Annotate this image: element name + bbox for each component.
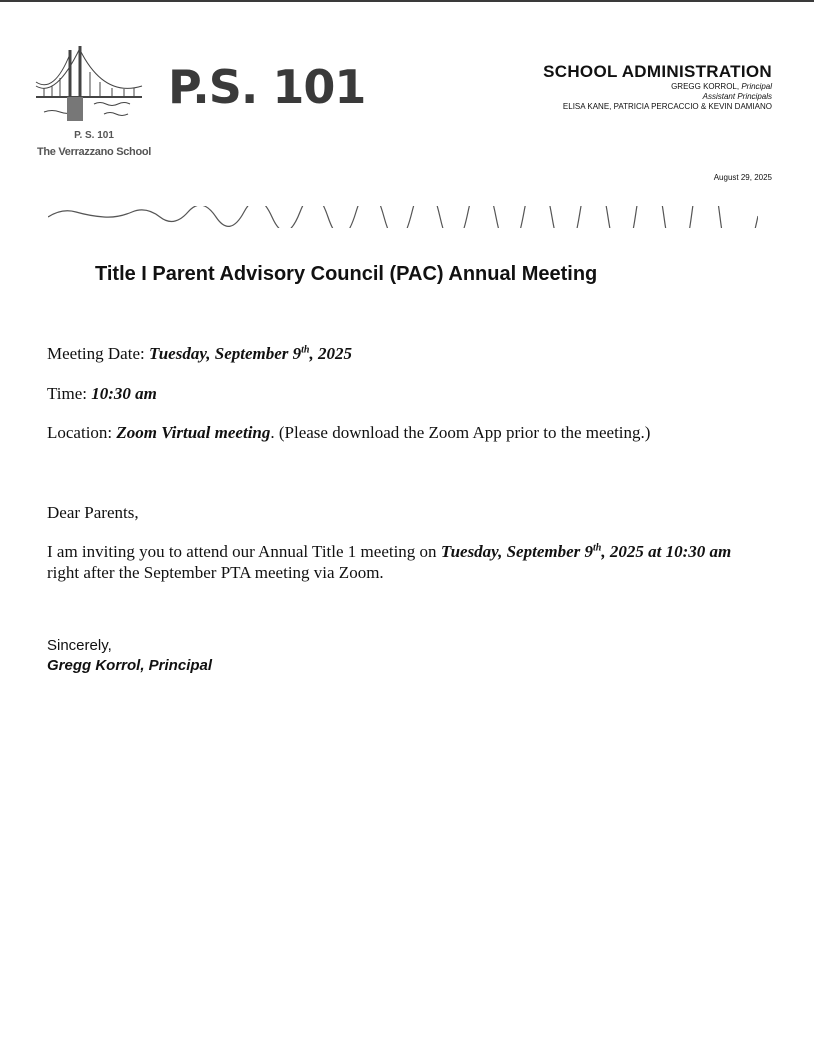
principal-line — [543, 82, 772, 92]
assistant-role: Assistant Principals — [702, 92, 772, 101]
meeting-date-line — [47, 344, 352, 364]
meeting-date-year: , 2025 — [309, 344, 352, 363]
location-value: Zoom Virtual meeting — [116, 423, 271, 442]
location-label: Location: — [47, 423, 117, 442]
time-label: Time: — [47, 384, 92, 403]
meeting-date-value: Tuesday, September 9 — [148, 344, 302, 363]
wave-divider — [48, 206, 758, 228]
logo-school-nickname: The Verrazzano School — [36, 146, 152, 158]
meeting-date-suffix: th — [301, 344, 310, 356]
bridge-logo-icon — [34, 42, 144, 128]
meeting-date-label: Meeting Date: — [47, 344, 149, 363]
school-name: P.S. 101 — [168, 60, 366, 114]
principal-name: GREGG KORROL, — [671, 82, 742, 91]
body-start: I am inviting you to attend our Annual Title 1 meeting on — [47, 542, 441, 561]
logo-caption: P. S. 101 — [74, 130, 114, 141]
closing: Sincerely, — [47, 637, 112, 654]
time-line — [47, 384, 157, 404]
assistant-role-line — [543, 92, 772, 102]
body-time: , 2025 at 10:30 am — [601, 542, 732, 561]
page-title: Title I Parent Advisory Council (PAC) Annual Meeting — [95, 263, 598, 285]
body-paragraph — [47, 541, 759, 583]
location-line — [47, 423, 650, 443]
time-value: 10:30 am — [91, 384, 157, 403]
principal-role: Principal — [741, 82, 772, 91]
admin-title: SCHOOL ADMINISTRATION — [543, 62, 772, 81]
signature: Gregg Korrol, Principal — [47, 657, 213, 674]
assistant-names: ELISA KANE, PATRICIA PERCACCIO & KEVIN DAMIANO — [562, 102, 772, 111]
location-note: . (Please download the Zoom App prior to the meeting.) — [270, 423, 651, 442]
top-border — [0, 0, 814, 2]
body-end: right after the September PTA meeting via Zoom. — [47, 563, 384, 582]
salutation: Dear Parents, — [47, 503, 139, 522]
body-date-suffix: th — [593, 542, 602, 554]
body-date: Tuesday, September 9 — [440, 542, 593, 561]
letter-date: August 29, 2025 — [713, 173, 772, 182]
administration-block — [543, 62, 772, 112]
